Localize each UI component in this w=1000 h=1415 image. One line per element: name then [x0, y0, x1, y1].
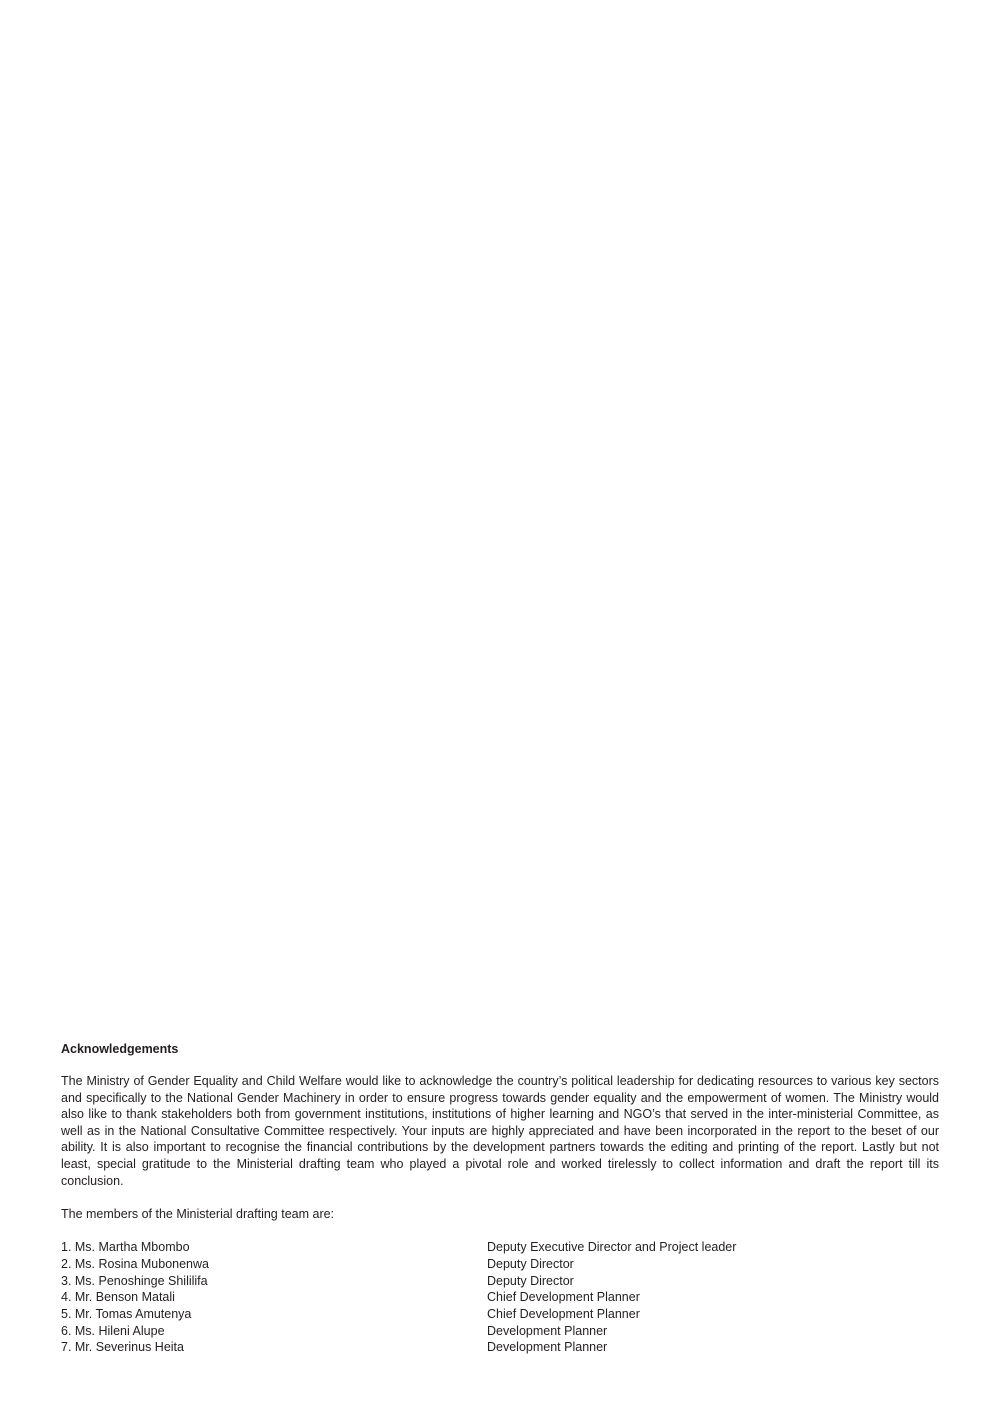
- member-name: 1. Ms. Martha Mbombo: [61, 1240, 190, 1255]
- acknowledgement-paragraph: The Ministry of Gender Equality and Child Welfare would like to acknowledge the country’s political leadership for dedicating resources to various key sectors and specifically to the National Gender Machinery in order to ensure progress towards gender equality and the empowerment of women. The Ministry would also like to thank stakeholders both from government institutions, institutions of higher learning and NGO’s that served in the inter-ministerial Committee, as well as in the National Consultative Committee respectively. Your inputs are highly appreciated and have been incorporated in the report to the beset of our ability. It is also important to recognise the financial contributions by the development partners towards the editing and printing of the report. Lastly but not least, special gratitude to the Ministerial drafting team who played a pivotal role and worked tirelessly to collect information and draft the report till its conclusion.: [61, 1074, 939, 1188]
- member-role: Chief Development Planner: [487, 1306, 640, 1321]
- list-item: [61, 1289, 939, 1306]
- member-role: Deputy Executive Director and Project leader: [487, 1240, 737, 1255]
- member-name: 3. Ms. Penoshinge Shililifa: [61, 1273, 208, 1288]
- list-item: [61, 1256, 939, 1273]
- list-item: [61, 1273, 939, 1290]
- drafting-team-list: [61, 1239, 939, 1356]
- member-role: Deputy Director: [487, 1256, 574, 1271]
- member-name: 6. Ms. Hileni Alupe: [61, 1323, 165, 1338]
- member-role: Chief Development Planner: [487, 1290, 640, 1305]
- member-role: Deputy Director: [487, 1273, 574, 1288]
- acknowledgements-section: [61, 1041, 939, 1356]
- member-name: 2. Ms. Rosina Mubonenwa: [61, 1256, 209, 1271]
- list-item: [61, 1323, 939, 1340]
- list-item: [61, 1239, 939, 1256]
- member-role: Development Planner: [487, 1323, 608, 1338]
- list-item: [61, 1339, 939, 1356]
- member-name: 4. Mr. Benson Matali: [61, 1290, 175, 1305]
- team-intro: The members of the Ministerial drafting team are:: [61, 1207, 335, 1222]
- section-heading: Acknowledgements: [61, 1042, 179, 1056]
- list-item: [61, 1306, 939, 1323]
- member-name: 7. Mr. Severinus Heita: [61, 1340, 184, 1355]
- member-name: 5. Mr. Tomas Amutenya: [61, 1306, 192, 1321]
- member-role: Development Planner: [487, 1340, 608, 1355]
